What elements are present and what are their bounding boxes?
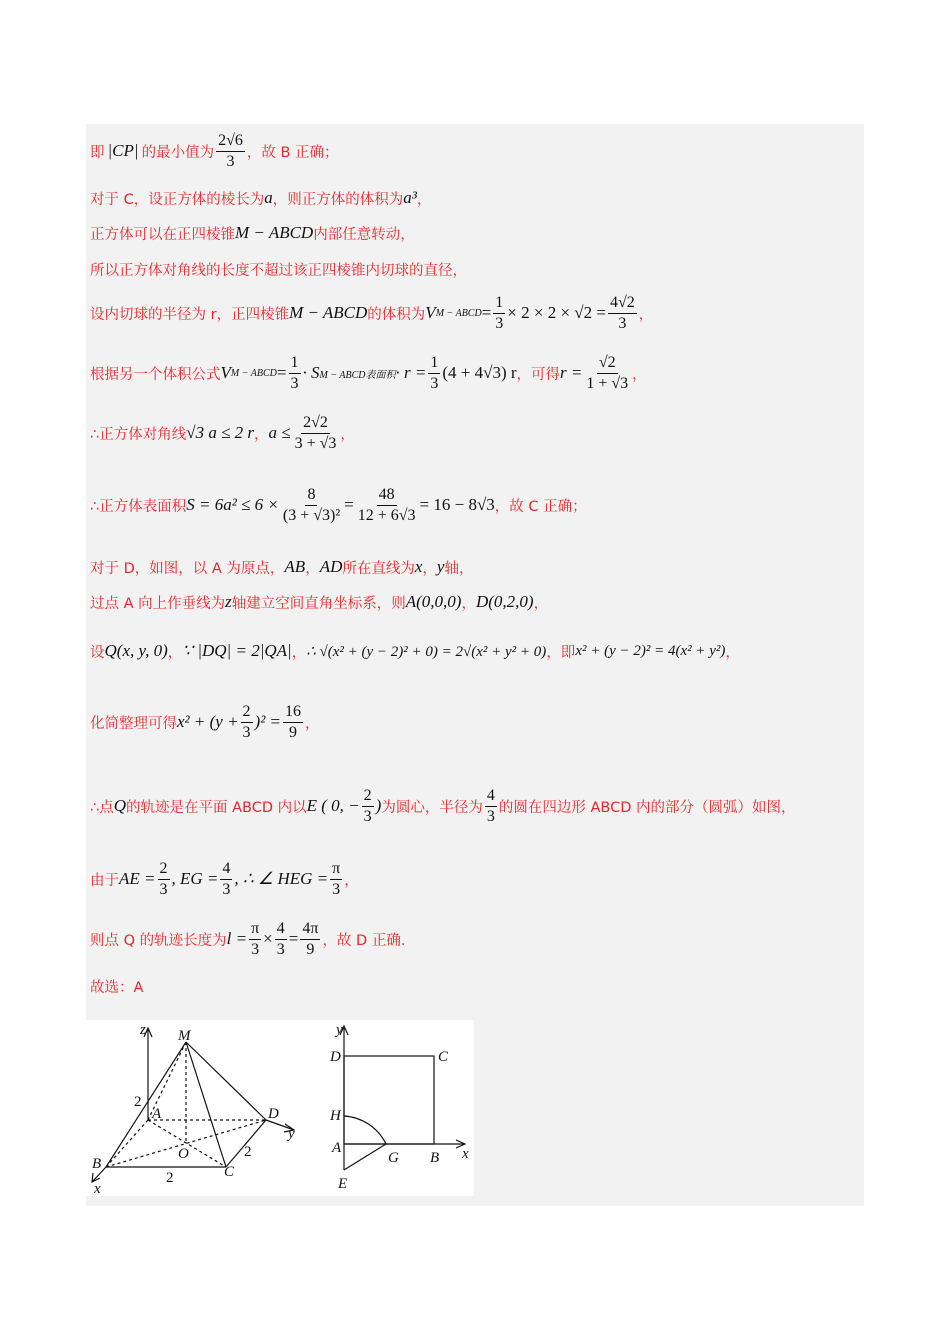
math: , ∴ ∠ HEG = (234, 869, 329, 888)
text: ， (305, 715, 320, 732)
text: 所在直线为 (342, 560, 415, 577)
fraction (216, 131, 245, 172)
label-d: D (268, 1106, 279, 1122)
math: l = (226, 929, 248, 948)
denominator: 9 (289, 723, 298, 741)
fraction (283, 702, 303, 743)
text: ， (416, 191, 432, 208)
label-z: z (140, 1022, 146, 1038)
math: · r = (395, 363, 427, 382)
line-8 (90, 482, 587, 528)
text: 正方体可以在正四棱锥 (90, 226, 235, 243)
text: 过点 A 向上作垂线为 (90, 595, 226, 612)
edge-ab (106, 1120, 148, 1167)
denominator: 12 + 6√3 (357, 506, 416, 524)
denominator: 3 (222, 880, 231, 898)
line-1 (90, 131, 339, 171)
denominator: 3 (430, 374, 439, 392)
numerator: 1 (493, 293, 505, 314)
line-13 (90, 781, 795, 831)
math: = (344, 495, 354, 514)
denominator: 3 (242, 723, 251, 741)
math: z (225, 592, 232, 611)
line-2 (90, 186, 431, 210)
denominator: 3 + √3 (294, 434, 337, 452)
line-15 (90, 916, 405, 962)
numerator: 8 (305, 485, 317, 506)
numerator: √2 (597, 353, 618, 374)
numerator: π (330, 859, 342, 880)
math: AB (284, 557, 306, 576)
math: · S (302, 363, 320, 382)
math: A(0,0,0) (405, 592, 462, 611)
numerator: 4 (220, 859, 232, 880)
pyramid-figure (92, 1028, 294, 1182)
denominator: 3 (290, 374, 299, 392)
label-b-2: B (430, 1150, 440, 1166)
numerator: 4π (300, 919, 320, 940)
math: = 16 − 8√3 (419, 495, 495, 514)
fraction (281, 485, 342, 526)
numerator: 2 (362, 786, 374, 807)
math: x² + (y − 2)² = 4(x² + y²) (575, 642, 726, 659)
fraction (493, 293, 505, 334)
figures-svg (86, 1020, 474, 1196)
answer-text: 故选：A (90, 979, 144, 996)
text: 的最小值为 (141, 144, 215, 161)
math: S = 6a² ≤ 6 × (186, 495, 279, 514)
math: AD (319, 557, 343, 576)
label-e: E (338, 1176, 348, 1192)
text: ，则正方体的体积为 (272, 191, 404, 208)
text: ，故 C 正确； (494, 498, 587, 515)
fraction (330, 859, 342, 900)
denominator: 3 (495, 314, 504, 332)
math: r = (560, 363, 583, 382)
math: x (414, 557, 423, 576)
math: V (220, 363, 231, 382)
fraction (275, 919, 287, 960)
fraction (249, 919, 261, 960)
math: M − ABCD (235, 223, 314, 242)
label-b: B (92, 1156, 102, 1172)
text: 轴建立空间直角坐标系，则 (231, 595, 406, 612)
text: ，故 D 正确. (322, 932, 406, 949)
text: 由于 (90, 872, 119, 889)
text: 即 (90, 144, 105, 161)
text: ，故 B 正确； (246, 144, 339, 161)
denominator: 3 (276, 940, 285, 958)
numerator: 2 (241, 702, 253, 723)
fraction (485, 786, 497, 827)
text: ， (305, 560, 320, 577)
numerator: 4 (485, 786, 497, 807)
label-x: x (94, 1181, 101, 1196)
text: 轴， (444, 560, 474, 577)
label-a: A (152, 1106, 162, 1122)
label-g: G (388, 1150, 399, 1166)
label-y: y (288, 1126, 295, 1142)
vector-cp: |CP| (107, 141, 139, 160)
math: ∴ √(x² + (y − 2)² + 0) = 2√(x² + y² + 0) (306, 643, 547, 660)
text: 设内切球的半径为 r，正四棱锥 (90, 306, 290, 323)
text: 对于 C，设正方体的棱长为 (90, 191, 265, 208)
text: ， (461, 595, 476, 612)
math: AE = (119, 869, 156, 888)
math: = (276, 363, 287, 382)
text: ， (254, 426, 269, 443)
label-o: O (178, 1146, 189, 1162)
denominator: 3 (363, 807, 372, 825)
line-6 (90, 350, 647, 396)
math: )² = (254, 712, 282, 731)
label-a-2: A (332, 1140, 342, 1156)
line-3 (90, 221, 415, 245)
line-9 (90, 555, 473, 579)
label-d-2: D (330, 1049, 341, 1065)
fraction (293, 413, 339, 454)
label-x-2: x (462, 1146, 469, 1162)
segment-eg (344, 1144, 386, 1170)
denominator: 3 (486, 807, 495, 825)
fraction (356, 485, 418, 526)
math: √3 a ≤ 2 r (186, 423, 255, 442)
fraction (289, 353, 301, 394)
text: ， (422, 560, 437, 577)
label-two-edge: 2 (134, 1094, 142, 1110)
fraction (362, 786, 374, 827)
line-11 (90, 637, 740, 665)
edge-mb (106, 1042, 186, 1167)
text: 根据另一个体积公式 (90, 366, 221, 383)
denominator: 9 (306, 940, 315, 958)
math: Q (113, 796, 127, 815)
math: = (481, 303, 492, 322)
text: 设 (90, 644, 105, 661)
text: ， (340, 426, 355, 443)
square-abcd (344, 1056, 434, 1144)
label-h: H (330, 1108, 341, 1124)
text: ， (167, 644, 183, 661)
coordinate-figure (340, 1026, 465, 1170)
line-4 (90, 257, 467, 281)
math: = (288, 929, 299, 948)
text: ， (291, 644, 307, 661)
math: y (436, 557, 445, 576)
fraction (300, 919, 320, 960)
fraction (241, 702, 253, 743)
denominator: 3 (332, 880, 341, 898)
fraction (220, 859, 232, 900)
subscript: M − ABCD表面积 (319, 369, 396, 381)
label-y-2: y (336, 1022, 343, 1038)
denominator: 3 (251, 940, 260, 958)
denominator: 3 (159, 880, 168, 898)
math: D(0,2,0) (475, 592, 534, 611)
text: ， (725, 644, 740, 661)
subscript: M − ABCD (435, 307, 482, 319)
text: 的圆在四边形 ABCD 内的部分（圆弧）如图， (498, 799, 796, 816)
label-c: C (224, 1164, 235, 1180)
numerator: 1 (428, 353, 440, 374)
label-two-base: 2 (166, 1170, 174, 1186)
math: ∵ |DQ| = 2|QA| (182, 641, 292, 660)
label-two-side: 2 (244, 1144, 252, 1160)
line-12 (90, 697, 320, 747)
denominator: (3 + √3)² (282, 506, 341, 524)
fraction (158, 859, 170, 900)
numerator: π (249, 919, 261, 940)
numerator: 48 (377, 485, 397, 506)
line-5 (90, 291, 653, 335)
math: ) (375, 796, 382, 815)
numerator: 4 (275, 919, 287, 940)
math: (4 + 4√3) r (442, 363, 517, 382)
denominator: 1 + √3 (586, 374, 629, 392)
fraction (584, 353, 630, 394)
fraction (428, 353, 440, 394)
subscript: M − ABCD (230, 367, 277, 379)
figures (86, 1020, 474, 1196)
math: , EG = (171, 869, 219, 888)
arc-hg (344, 1116, 386, 1144)
text: ， (533, 595, 549, 612)
numerator: 2√6 (216, 131, 245, 152)
math: a ≤ (268, 423, 291, 442)
numerator: 2√2 (301, 413, 330, 434)
text: ， (632, 366, 647, 383)
numerator: 2 (158, 859, 170, 880)
math: a³ (403, 188, 417, 207)
line-7 (90, 410, 355, 456)
text: ∴点 (90, 799, 114, 816)
text: ∴正方体对角线 (90, 426, 187, 443)
text: 的体积为 (367, 306, 426, 323)
math: × (263, 929, 273, 948)
denominator: 3 (618, 314, 627, 332)
text: 为圆心，半径为 (381, 799, 483, 816)
text: 化简整理可得 (90, 715, 177, 732)
line-10 (90, 590, 548, 614)
line-16 (90, 974, 143, 998)
numerator: 4√2 (608, 293, 637, 314)
numerator: 1 (289, 353, 301, 374)
text: 的轨迹是在平面 ABCD 内以 (126, 799, 307, 816)
text: ∴正方体表面积 (90, 498, 187, 515)
math: M − ABCD (289, 303, 368, 322)
text: ， (344, 872, 359, 889)
text: ， (638, 306, 654, 323)
text: 对于 D，如图，以 A 为原点， (90, 560, 285, 577)
text: 所以正方体对角线的长度不超过该正四棱锥内切球的直径， (90, 262, 467, 279)
math: Q(x, y, 0) (104, 641, 168, 660)
math: x² + (y + (177, 712, 239, 731)
label-m: M (178, 1028, 191, 1044)
fraction (608, 293, 637, 334)
math: E ( 0, − (306, 796, 360, 815)
math: a (264, 188, 273, 207)
text: 内部任意转动， (313, 226, 415, 243)
denominator: 3 (226, 152, 235, 170)
math: × 2 × 2 × √2 = (507, 303, 606, 322)
pyramid-labels (92, 1022, 295, 1196)
math: V (425, 303, 436, 322)
text: ，可得 (516, 366, 561, 383)
label-c-2: C (438, 1049, 449, 1065)
text: ，即 (546, 644, 576, 661)
numerator: 16 (283, 702, 303, 723)
text: 则点 Q 的轨迹长度为 (90, 932, 227, 949)
line-14 (90, 856, 359, 902)
